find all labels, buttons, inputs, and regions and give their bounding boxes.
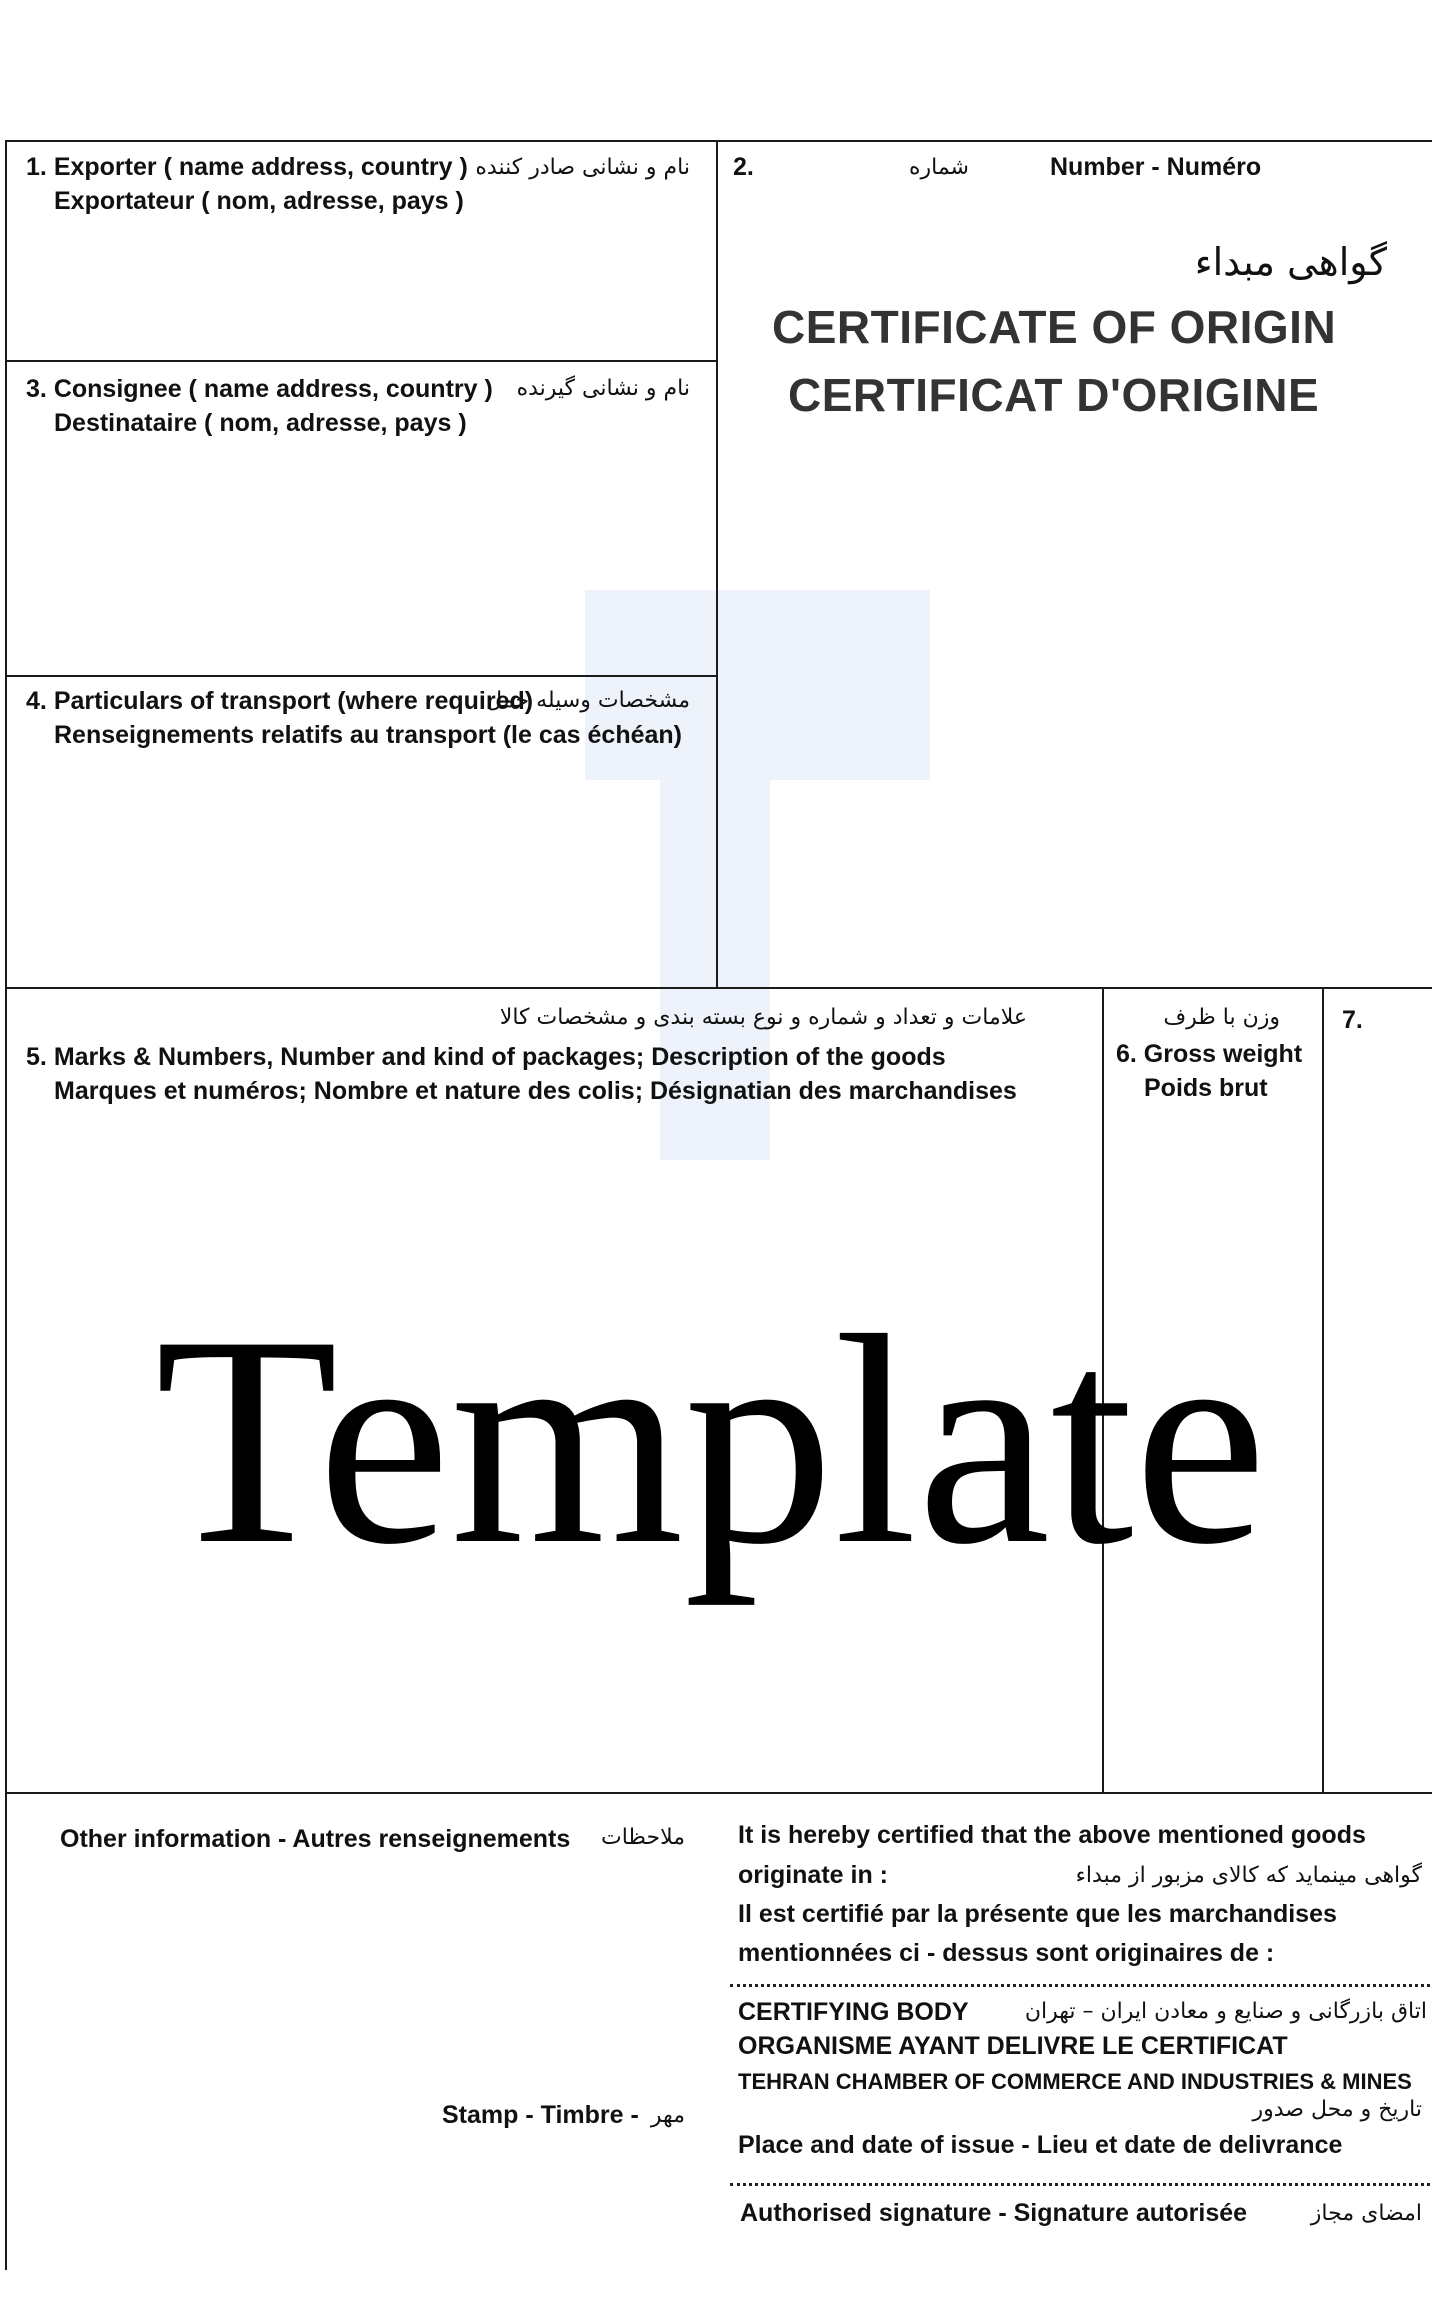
place-date-fa: تاریخ و محل صدور xyxy=(1252,2097,1422,2122)
box3-label-en: 3. Consignee ( name address, country ) xyxy=(26,375,493,403)
dotted-separator xyxy=(730,1984,1430,1987)
box3-label-fr: Destinataire ( nom, adresse, pays ) xyxy=(54,409,467,437)
other-info-label: Other information - Autres renseignements xyxy=(60,1825,571,1853)
left-border xyxy=(5,140,7,2270)
divider-box6-box7 xyxy=(1322,987,1324,1792)
box5-number: 5. xyxy=(26,1043,47,1071)
box3-label-fa: نام و نشانی گیرنده xyxy=(516,376,690,401)
box5-label-fr: Marques et numéros; Nombre et nature des colis; Désignatian des marchandises xyxy=(54,1077,1017,1105)
certifying-body-label: CERTIFYING BODY xyxy=(738,1998,969,2026)
box6-label-en: 6. Gross weight xyxy=(1116,1040,1303,1068)
box2-label-fa: شماره xyxy=(908,155,969,180)
divider-box3-box4 xyxy=(5,675,718,677)
box1-label-fa: نام و نشانی صادر کننده xyxy=(475,155,690,180)
signature-label-fa: امضای مجاز xyxy=(1310,2201,1422,2226)
other-info-label-fa: ملاحظات xyxy=(601,1825,685,1850)
box5-label-fa: علامات و تعداد و شماره و نوع بسته بندی و مشخصات کالا xyxy=(499,1005,1027,1030)
certify-line-4: mentionnées ci - dessus sont originaires de : xyxy=(738,1939,1275,1967)
divider-box1-box3 xyxy=(5,360,718,362)
box4-label-en: 4. Particulars of transport (where required) xyxy=(26,687,534,715)
divider-box4-box5 xyxy=(5,987,1432,989)
chamber-name: TEHRAN CHAMBER OF COMMERCE AND INDUSTRIES & MINES xyxy=(738,2069,1412,2094)
template-watermark: Template xyxy=(155,1274,1267,1606)
certificate-title-en: CERTIFICATE OF ORIGIN xyxy=(772,301,1337,353)
box6-label-fa: وزن با ظرف xyxy=(1163,1005,1280,1030)
divider-box5-other xyxy=(5,1792,1432,1794)
stamp-label-fa: مهر xyxy=(650,2103,685,2128)
top-border xyxy=(5,140,1432,142)
certificate-title-fa: گواهی مبداء xyxy=(1194,240,1387,284)
certifying-body-fa: اتاق بازرگانی و صنایع و معادن ایران – تهران xyxy=(1024,1999,1427,2024)
box7-number: 7. xyxy=(1342,1006,1363,1034)
box1-label-en: 1. Exporter ( name address, country ) xyxy=(26,153,468,181)
certifying-body-fr: ORGANISME AYANT DELIVRE LE CERTIFICAT xyxy=(738,2032,1288,2060)
divider-center xyxy=(716,140,718,988)
box6-label-fr: Poids brut xyxy=(1144,1074,1268,1102)
certify-line-3: Il est certifié par la présente que les marchandises xyxy=(738,1900,1337,1928)
box2-number-label: Number - Numéro xyxy=(1050,153,1262,181)
box4-label-fr: Renseignements relatifs au transport (le cas échéan) xyxy=(54,721,682,749)
box5-label-en: 5. Marks & Numbers, Number and kind of packages; Description of the goods xyxy=(26,1043,946,1071)
box3-number: 3. xyxy=(26,375,47,403)
place-date-label: Place and date of issue - Lieu et date de delivrance xyxy=(738,2131,1343,2159)
certify-line-2-fa: گواهی مینماید که کالای مزبور از مبداء xyxy=(1075,1863,1422,1888)
stamp-label: Stamp - Timbre - xyxy=(442,2101,639,2129)
certificate-title-fr: CERTIFICAT D'ORIGINE xyxy=(788,369,1320,421)
box4-number: 4. xyxy=(26,687,47,715)
box2-number: 2. xyxy=(733,153,754,181)
box4-label-fa: مشخصات وسیله حمل xyxy=(486,688,690,713)
signature-label: Authorised signature - Signature autorisée xyxy=(740,2199,1248,2227)
certify-line-1: It is hereby certified that the above mentioned goods xyxy=(738,1821,1366,1849)
box1-label-fr: Exportateur ( nom, adresse, pays ) xyxy=(54,187,464,215)
box1-number: 1. xyxy=(26,153,47,181)
dotted-separator xyxy=(730,2183,1430,2186)
certify-line-2: originate in : xyxy=(738,1861,888,1889)
